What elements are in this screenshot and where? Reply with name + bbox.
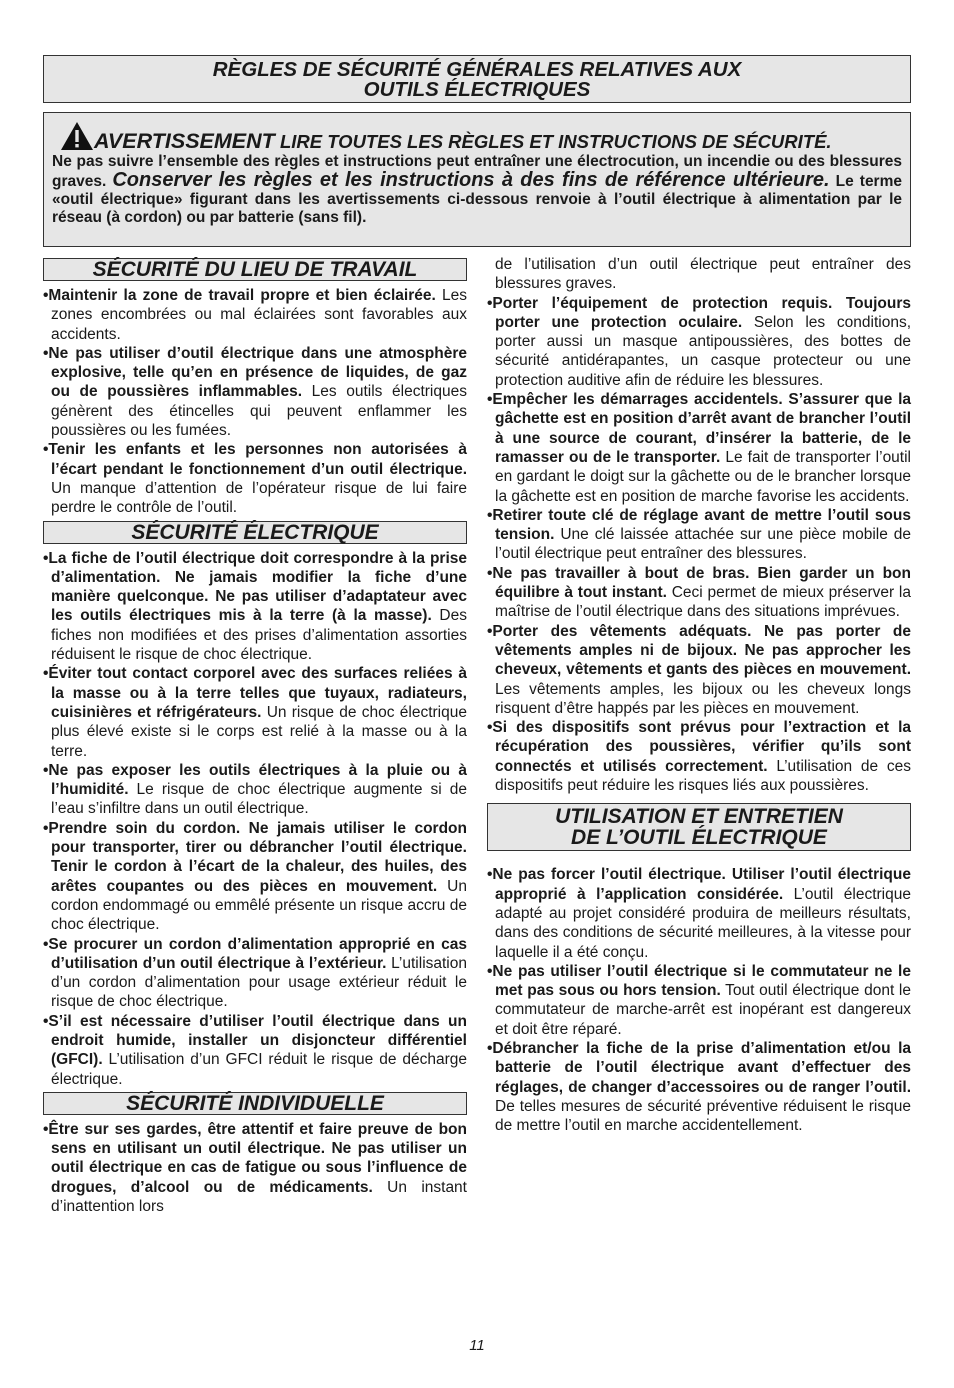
list-item: •Éviter tout contact corporel avec des surfaces reliées à la masse ou à la terre telles que tuyaux, radiateurs, cuisinières et réfrigérateurs. Un risque de choc électrique plus élevé existe si le corps est relié à la masse ou à la terre. (43, 665, 467, 760)
warning-text: Ne pas suivre l’ensemble des règles et instructions peut entraîner une électrocution, un incendie ou des blessures graves. Conserver les règles et les instructions à des fins de référence ultérieure. Le terme «outil électrique» figurant dans les avertissements ci-dessous renvoie à l’outil électrique à alimentation par le réseau (à cordon) ou par batterie (sans fil). (52, 153, 902, 226)
list-item: •Être sur ses gardes, être attentif et faire preuve de bon sens en utilisant un outil électrique. Ne pas utiliser un outil électrique en cas de fatigue ou sous l’influence de drogues, d’alcool ou de médicaments. Un instant d’inattention lors (43, 1120, 467, 1216)
list-item: •Ne pas utiliser d’outil électrique dans une atmosphère explosive, telle qu’en en présence de liquides, de gaz ou de poussières inflammables. Les outils électriques génèrent des étincelles qui peuvent enflammer les poussières ou les fumées. (43, 344, 467, 440)
list-item: •Prendre soin du cordon. Ne jamais utiliser le cordon pour transporter, tirer ou débrancher l’outil électrique. Tenir le cordon à l’écart de la chaleur, des huiles, des arêtes coupantes ou des pièces en mouvement. Un cordon endommagé ou emmêlé présente un risque accru de choc électrique. (43, 819, 467, 934)
warning-subheading: LIRE TOUTES LES RÈGLES ET INSTRUCTIONS DE SÉCURITÉ. (279, 131, 832, 152)
warning-heading (52, 121, 902, 153)
list-item: •Ne pas utiliser l’outil électrique si le commutateur ne le met pas sous ou hors tension. Tout outil électrique dont le commutateur de marche-arrêt est inopérant est dangereux et doit être réparé. (487, 962, 911, 1038)
list-item: •Ne pas forcer l’outil électrique. Utiliser l’outil électrique approprié à l’application considérée. L’outil électrique adapté au projet considéré produira de meilleurs résultats, dans des conditions de sécurité meilleures, à la vitesse pour laquelle il a été conçu. (487, 866, 911, 961)
section-heading-work-area: SÉCURITÉ DU LIEU DE TRAVAIL (43, 258, 467, 281)
section-heading-electrical: SÉCURITÉ ÉLECTRIQUE (43, 521, 467, 544)
left-column (43, 255, 467, 1216)
warning-triangle-icon (60, 121, 94, 151)
section-heading-use-care: UTILISATION ET ENTRETIEN DE L’OUTIL ÉLECTRIQUE (487, 803, 911, 851)
list-item: •Se procurer un cordon d’alimentation approprié en cas d’utilisation d’un outil électrique à l’extérieur. L’utilisation d’un cordon d’alimentation pour usage extérieur réduit le risque de choc électrique. (43, 935, 467, 1011)
list-item: •Ne pas travailler à bout de bras. Bien garder un bon équilibre à tout instant. Ceci permet de mieux préserver la maîtrise de l’outil électrique dans des situations imprévues. (487, 564, 911, 621)
list-item: •Empêcher les démarrages accidentels. S’assurer que la gâchette est en position d’arrêt avant de brancher l’outil à une source de courant, d’insérer la batterie, de le ramasser ou de le transporter. Le fait de transporter l’outil en gardant le doigt sur la gâchette ou de le brancher lorsque la gâchette est en position de marche favorise les accidents. (487, 391, 912, 505)
title-line-2: OUTILS ÉLECTRIQUES (363, 78, 591, 101)
title-line-1: RÈGLES DE SÉCURITÉ GÉNÉRALES RELATIVES AUX (212, 58, 742, 81)
list-item: •Retirer toute clé de réglage avant de mettre l’outil sous tension. Une clé laissée attachée sur une pièce mobile de l’outil électrique peut entraîner des blessures. (487, 506, 911, 563)
section-heading-personal: SÉCURITÉ INDIVIDUELLE (43, 1092, 467, 1115)
list-item: •S’il est nécessaire d’utiliser l’outil électrique dans un endroit humide, installer un disjoncteur différentiel (GFCI). L’utilisation d’un GFCI réduit le risque de décharge électrique. (43, 1012, 467, 1088)
page-title (43, 55, 911, 103)
page-number: 11 (469, 1337, 485, 1354)
warning-word: AVERTISSEMENT (94, 129, 275, 153)
list-item: •Si des dispositifs sont prévus pour l’extraction et la récupération des poussières, vérifier qu’ils sont connectés et utilisés correctement. L’utilisation de ces dispositifs peut réduire les risques liés aux poussières. (487, 719, 911, 795)
list-item: •Ne pas exposer les outils électriques à la pluie ou à l’humidité. Le risque de choc électrique augmente si de l’eau s’infiltre dans un outil électrique. (43, 761, 467, 818)
list-item: •Débrancher la fiche de la prise d’alimentation et/ou la batterie de l’outil électrique avant d’effectuer des réglages, de changer d’accessoires ou de ranger l’outil. De telles mesures de sécurité préventive réduisent le risque de mettre l’outil en marche accidentellement. (487, 1039, 911, 1135)
list-item: •Tenir les enfants et les personnes non autorisées à l’écart pendant le fonctionnement d’un outil électrique. Un manque d’attention de l’opérateur risque de lui faire perdre le contrôle de l’outil. (43, 441, 467, 517)
list-item: •Porter l’équipement de protection requis. Toujours porter une protection oculaire. Selon les conditions, porter aussi un masque antipoussières, des bottes de sécurité antidérapantes, un casque protecteur ou une protection auditive afin de réduire les blessures. (487, 294, 912, 389)
warning-box (43, 112, 911, 247)
list-item: •Maintenir la zone de travail propre et bien éclairée. Les zones encombrées ou mal éclairées sont favorables aux accidents. (43, 287, 467, 343)
list-item-continued: de l’utilisation d’un outil électrique peut entraîner des blessures graves. (495, 256, 911, 293)
right-column (487, 255, 911, 1135)
list-item: •Porter des vêtements adéquats. Ne pas porter de vêtements amples ni de bijoux. Ne pas approcher les cheveux, vêtements et gants des pièces en mouvement. Les vêtements amples, les bijoux ou les cheveux longs risquent d’être happés par les pièces en mouvement. (487, 622, 911, 717)
list-item: •La fiche de l’outil électrique doit correspondre à la prise d’alimentation. Ne jamais modifier la fiche d’une manière quelconque. Ne pas utiliser d’adaptateur avec les outils électriques mis à la terre (à la masse). Des fiches non modifiées et des prises d’alimentation assorties réduisent le risque de choc électrique. (43, 549, 467, 664)
